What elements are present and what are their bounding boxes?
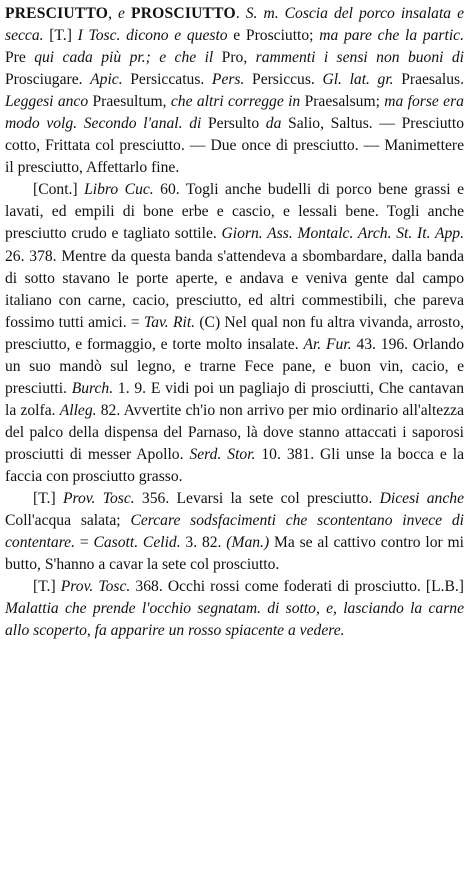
text-run: Persiccatus.: [122, 71, 212, 89]
entry-proverb-paragraph: [5, 576, 464, 642]
dictionary-entry: [5, 0, 464, 642]
italic-run: Casott. Celid.: [93, 534, 181, 552]
text-run: 60. Togli anche budelli di porco bene grassi e lavati, ed empili di bone erbe e cascio, e lessali bene. Togli anche presciutto crudo e tagliato sottile.: [5, 181, 464, 243]
text-run: ,: [108, 5, 119, 22]
text-run: 26. 378. Mentre da questa banda s'attendeva a sbombardare, dalla banda di sotto stavano le porte aperte, e andava e veniva gente dal campo italiano con carne, cacio, presciutto, ed altri commestibili, che pareva fossimo tutti amici. =: [5, 247, 464, 331]
italic-run: ma pare che la partic.: [319, 27, 464, 45]
text-run: [T.]: [43, 27, 78, 45]
text-run: .: [235, 5, 246, 22]
italic-run: Alleg.: [59, 401, 97, 419]
text-run: 3. 82.: [180, 534, 227, 552]
text-run: [Cont.]: [33, 181, 85, 199]
italic-run: Gl. lat. gr.: [322, 71, 394, 89]
italic-run: S. m. Coscia del porco insalata e secca.: [5, 5, 465, 45]
text-run: Pro,: [213, 49, 256, 67]
italic-run: qui cada più pr.; e che il: [34, 49, 214, 67]
text-run: 82. Avvertite ch'io non arrivo per mio ordinario all'altezza del palco della dispensa del Parnaso, là dove stanno attaccati i saporosi prosciutti di messer Apollo.: [5, 401, 464, 463]
text-run: Praesultum,: [88, 93, 171, 111]
italic-run: Dicesi anche: [379, 490, 464, 508]
italic-run: Pers.: [211, 71, 245, 89]
italic-run: Serd. Stor.: [189, 445, 256, 463]
italic-run: e: [118, 5, 125, 22]
text-run: Ma se al cattivo contro lor mi butto, S'hanno a cavar la sete col prosciutto.: [5, 534, 465, 574]
text-run: 368. Occhi rossi come foderati di prosciutto. [L.B.]: [130, 578, 464, 596]
text-run: Persulto: [201, 115, 266, 133]
text-run: Praesalsum;: [300, 93, 385, 111]
italic-run: che altri corregge in: [170, 93, 301, 111]
text-run: 356. Levarsi la sete col presciutto.: [134, 490, 380, 508]
italic-run: rammenti i sensi non buoni di: [255, 49, 465, 67]
headword: PROSCIUTTO: [130, 5, 236, 22]
text-run: e Prosciutto;: [227, 27, 320, 45]
text-run: Prosciugare.: [5, 71, 91, 89]
headword: PRESCIUTTO: [5, 5, 109, 22]
italic-run: Prov. Tosc.: [60, 578, 131, 596]
text-run: Persiccus.: [244, 71, 323, 89]
text-run: Praesalus.: [393, 71, 465, 89]
italic-run: Giorn. Ass. Montalc. Arch. St. It. App.: [221, 225, 464, 243]
italic-run: (Man.): [226, 534, 270, 552]
text-run: Pre: [5, 49, 35, 67]
italic-run: Leggesi anco: [5, 93, 89, 111]
text-run: (C) Nel qual non fu altra vivanda, arrosto, presciutto, e formaggio, e torte molto insalate.: [5, 313, 465, 353]
text-run: 1. 9. E vidi poi un pagliajo di prosciutti, Che cantavan la zolfa.: [5, 379, 465, 419]
italic-run: Tav. Rit.: [143, 313, 196, 331]
entry-definition-paragraph: [5, 3, 464, 179]
text-run: [T.]: [33, 578, 61, 596]
entry-proverb-paragraph: [5, 488, 464, 576]
italic-run: Burch.: [71, 379, 114, 397]
italic-run: ma forse era modo volg. Secondo l'anal. di: [5, 93, 464, 133]
italic-run: Cercare sodsfacimenti che scontentano invece di contentare.: [5, 512, 464, 552]
italic-run: I Tosc. dicono e questo: [77, 27, 228, 45]
text-run: 43. 196. Orlando un suo mandò sul legno, e trarne Fece pane, e buon vin, cacio, e presciutti.: [5, 335, 464, 397]
italic-run: Malattia che prende l'occhio segnatam. di sotto, e, lasciando la carne allo scoperto, fa apparire un rosso spiacente a vedere.: [5, 600, 464, 640]
italic-run: Apic.: [90, 71, 123, 89]
text-run: Coll'acqua salata;: [5, 512, 131, 530]
entry-citations-paragraph: [5, 179, 464, 488]
text-run: [T.]: [33, 490, 63, 508]
italic-run: Ar. Fur.: [303, 335, 352, 353]
text-run: 10. 381. Gli unse la bocca e la faccia con prosciutto grasso.: [5, 445, 465, 485]
text-run: =: [75, 534, 94, 552]
text-run: Salio, Saltus. — Presciutto cotto, Frittata col presciutto. — Due once di presciutto. — Manimettere il presciutto, Affettarlo fine.: [5, 115, 464, 177]
italic-run: Prov. Tosc.: [62, 490, 135, 508]
italic-run: da: [265, 115, 282, 133]
italic-run: Libro Cuc.: [84, 181, 154, 199]
